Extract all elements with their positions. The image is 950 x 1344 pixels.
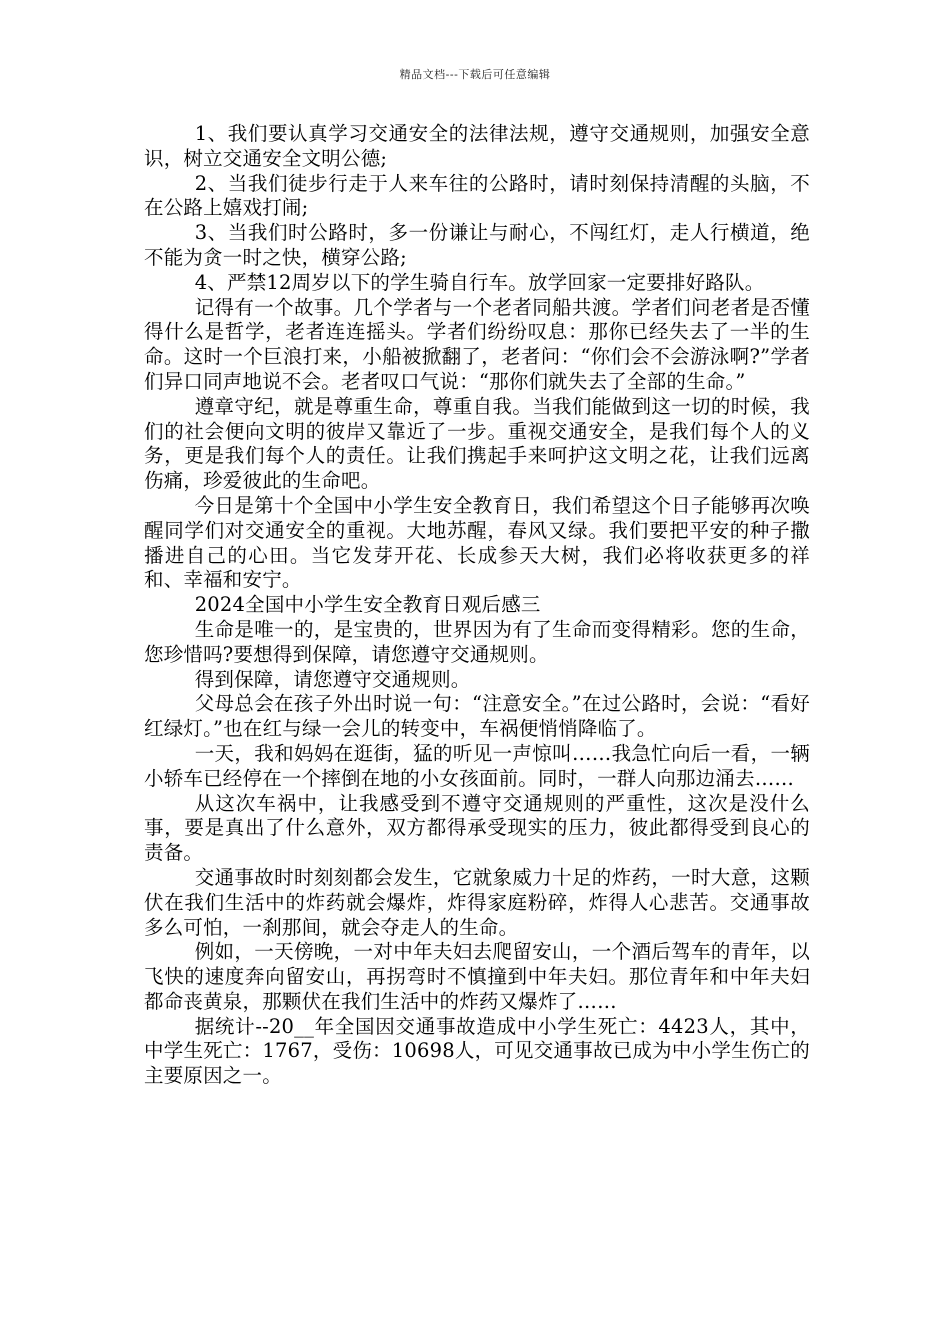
- paragraph-story: 记得有一个故事。几个学者与一个老者同船共渡。学者们问老者是否懂得什么是哲学，老者连连摇头。学者们纷纷叹息：那你已经失去了一半的生命。这时一个巨浪打来，小船被掀翻了，老者问：“你们会不会游泳啊?”学者们异口同声地说不会。老者叹口气说：“那你们就失去了全部的生命。”: [144, 295, 810, 393]
- paragraph-lesson: 从这次车祸中，让我感受到不遵守交通规则的严重性，这次是没什么事，要是真出了什么意外，双方都得承受现实的压力，彼此都得受到良心的责备。: [144, 791, 810, 865]
- paragraph-respect-life: 遵章守纪，就是尊重生命，尊重自我。当我们能做到这一切的时候，我们的社会便向文明的彼岸又靠近了一步。重视交通安全，是我们每个人的义务，更是我们每个人的责任。让我们携起手来呵护这文明之花，让我们远离伤痛，珍爱彼此的生命吧。: [144, 394, 810, 493]
- paragraph-rule-4: 4、严禁12周岁以下的学生骑自行车。放学回家一定要排好路队。: [194, 270, 765, 294]
- paragraph-shopping: 一天，我和妈妈在逛街，猛的听见一声惊叫……我急忙向后一看，一辆小轿车已经停在一个摔倒在地的小女孩面前。同时，一群人向那边涌去……: [144, 741, 810, 790]
- page-header: 精品文档---下载后可任意编辑: [399, 68, 551, 81]
- document-body: [144, 122, 810, 1089]
- paragraph-parents: 父母总会在孩子外出时说一句：“注意安全。”在过公路时，会说：“看好红绿灯。”也在红与绿一会儿的转变中，车祸便悄悄降临了。: [144, 692, 810, 741]
- paragraph-life-unique: 生命是唯一的，是宝贵的，世界因为有了生命而变得精彩。您的生命，您珍惜吗?要想得到保障，请您遵守交通规则。: [144, 617, 810, 666]
- section-title: 2024全国中小学生安全教育日观后感三: [194, 593, 541, 617]
- paragraph-rule-3: 3、当我们时公路时，多一份谦让与耐心，不闯红灯，走人行横道，绝不能为贪一时之快，横穿公路;: [144, 221, 810, 269]
- paragraph-rule-1: 1、我们要认真学习交通安全的法律法规，遵守交通规则，加强安全意识，树立交通安全文明公德;: [144, 122, 810, 170]
- paragraph-explosive: 交通事故时时刻刻都会发生，它就象威力十足的炸药，一时大意，这颗伏在我们生活中的炸药就会爆炸，炸得家庭粉碎，炸得人心悲苦。交通事故多么可怕，一刹那间，就会夺走人的生命。: [144, 865, 810, 939]
- paragraph-rule-2: 2、当我们徒步行走于人来车往的公路时，请时刻保持清醒的头脑，不在公路上嬉戏打闹;: [144, 171, 810, 220]
- paragraph-statistics: 据统计--20__年全国因交通事故造成中小学生死亡：4423人，其中，中学生死亡：1767，受伤：10698人，可见交通事故已成为中小学生伤亡的主要原因之一。: [144, 1014, 810, 1088]
- paragraph-education-day: 今日是第十个全国中小学生安全教育日，我们希望这个日子能够再次唤醒同学们对交通安全的重视。大地苏醒，春风又绿。我们要把平安的种子撒播进自己的心田。当它发芽开花、长成参天大树，我们必将收获更多的祥和、幸福和安宁。: [144, 493, 810, 592]
- paragraph-example: 例如，一天傍晚，一对中年夫妇去爬留安山，一个酒后驾车的青年，以飞快的速度奔向留安山，再拐弯时不慎撞到中年夫妇。那位青年和中年夫妇都命丧黄泉，那颗伏在我们生活中的炸药又爆炸了……: [144, 940, 810, 1013]
- paragraph-guarantee: 得到保障，请您遵守交通规则。: [194, 667, 471, 691]
